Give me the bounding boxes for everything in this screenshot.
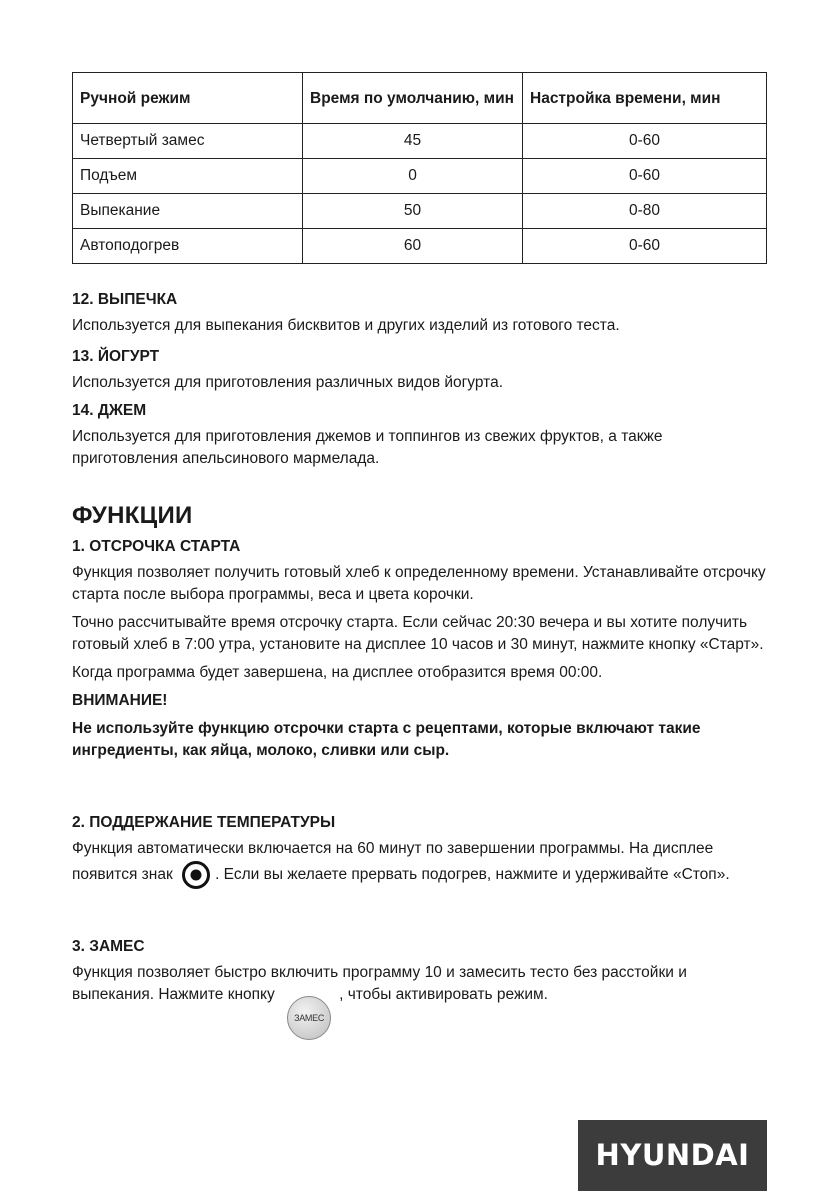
section-text: Используется для приготовления различных видов йогурта. xyxy=(72,374,504,391)
table-header: Время по умолчанию, мин xyxy=(303,73,523,124)
keep-warm-icon xyxy=(181,860,211,890)
brand-logo: HYUNDAI xyxy=(578,1120,767,1191)
table-cell: 50 xyxy=(303,194,523,229)
table-header: Настройка времени, мин xyxy=(523,73,767,124)
table-header: Ручной режим xyxy=(73,73,303,124)
table-cell: 0-80 xyxy=(523,194,767,229)
table-row xyxy=(73,194,767,229)
section-text: Используется для выпекания бисквитов и других изделий из готового теста. xyxy=(72,317,620,334)
functions-heading: ФУНКЦИИ xyxy=(72,502,193,529)
text-fragment: Функция позволяет быстро включить программу 10 и замесить тесто без расстойки и выпекания. Нажмите кнопку xyxy=(72,964,687,1003)
function-knead xyxy=(72,936,772,1040)
function-keep-warm xyxy=(72,812,772,890)
function-text xyxy=(72,838,772,890)
function-text xyxy=(72,962,772,1040)
section-title: 13. ЙОГУРТ xyxy=(72,348,160,365)
function-title: 1. ОТСРОЧКА СТАРТА xyxy=(72,538,241,555)
table-cell: 0-60 xyxy=(523,124,767,159)
text-fragment: Функция автоматически включается на 60 минут по завершении программы. На дисплее появится знак xyxy=(72,840,714,884)
table-cell: Автоподогрев xyxy=(73,229,303,264)
table-row xyxy=(73,159,767,194)
function-delay-start xyxy=(72,536,772,768)
function-title: 3. ЗАМЕС xyxy=(72,938,145,955)
table-cell: 60 xyxy=(303,229,523,264)
section-title: 14. ДЖЕМ xyxy=(72,402,147,419)
table-cell: Выпекание xyxy=(73,194,303,229)
function-title: 2. ПОДДЕРЖАНИЕ ТЕМПЕРАТУРЫ xyxy=(72,814,336,831)
section-title: 12. ВЫПЕЧКА xyxy=(72,291,178,308)
section-yogurt xyxy=(72,346,503,394)
table-cell: 0 xyxy=(303,159,523,194)
knead-button-icon: ЗАМЕС xyxy=(287,996,331,1040)
text-fragment: . Если вы желаете прервать подогрев, нажмите и удерживайте «Стоп». xyxy=(215,866,730,884)
section-text: Используется для приготовления джемов и топпингов из свежих фруктов, а также приготовления апельсинового мармелада. xyxy=(72,428,663,467)
table-row xyxy=(73,229,767,264)
function-text: Точно рассчитывайте время отсрочку старта. Если сейчас 20:30 вечера и вы хотите получить готовый хлеб в 7:00 утра, установите на дисплее 10 часов и 30 минут, нажмите кнопку «Старт». xyxy=(72,614,764,653)
table-cell: Подъем xyxy=(73,159,303,194)
table-cell: 45 xyxy=(303,124,523,159)
table-cell: 0-60 xyxy=(523,159,767,194)
function-text: Функция позволяет получить готовый хлеб к определенному времени. Устанавливайте отсрочку старта после выбора программы, веса и цвета корочки. xyxy=(72,564,766,603)
warning-title: ВНИМАНИЕ! xyxy=(72,692,168,709)
section-baking xyxy=(72,289,620,337)
table-cell: Четвертый замес xyxy=(73,124,303,159)
table-cell: 0-60 xyxy=(523,229,767,264)
manual-mode-table xyxy=(72,72,767,264)
section-jam xyxy=(72,400,772,470)
text-fragment: , чтобы активировать режим. xyxy=(339,986,548,1003)
function-text: Когда программа будет завершена, на дисплее отобразится время 00:00. xyxy=(72,664,603,681)
page-content xyxy=(72,72,768,1023)
table-row xyxy=(73,124,767,159)
warning-text: Не используйте функцию отсрочки старта с рецептами, которые включают такие ингредиенты, как яйца, молоко, сливки или сыр. xyxy=(72,720,701,759)
table-header-row xyxy=(73,73,767,124)
